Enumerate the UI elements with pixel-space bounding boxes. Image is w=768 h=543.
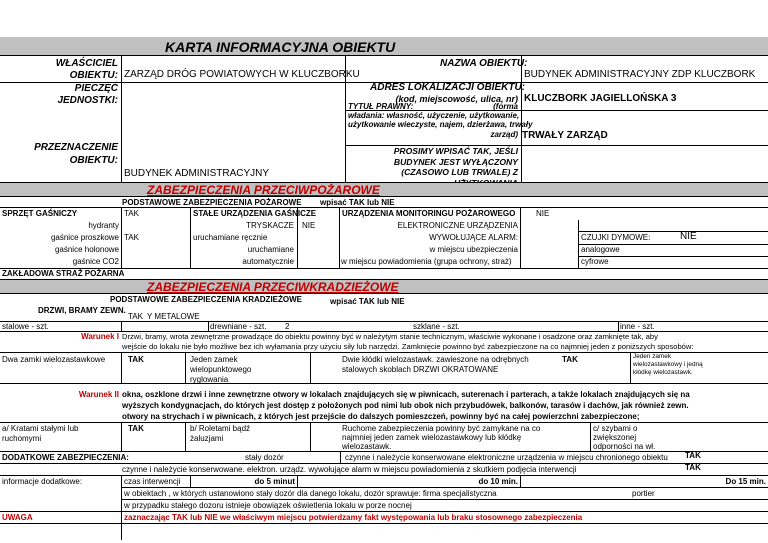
theft-grilles-1: a/ Kratami stałymi lub xyxy=(2,424,79,433)
fire-powder: gaśnice proszkowe xyxy=(50,233,119,242)
owner-label: WŁAŚCICIEL OBIEKTU: xyxy=(55,58,118,81)
fire-sprinkler-value: NIE xyxy=(302,221,316,230)
address-label: ADRES LOKALIZACJI OBIEKTU: xyxy=(370,82,525,93)
theft-cond1-text1: Drzwi, bramy, wrota zewnętrzne prowadzące do obiektu powinny być w należytym stanie technicznym, właściwie wykonane i osadzone oraz zamknięte tak, aby xyxy=(122,332,658,341)
fire-monitoring-label: URZĄDZENIA MONITORINGU POŻAROWEGO xyxy=(342,209,516,218)
fire-electronic: ELEKTRONICZNE URZĄDZENIA xyxy=(397,221,518,230)
theft-cond2-label: Warunek II xyxy=(78,390,119,399)
theft-glass: szklane - szt. xyxy=(413,322,460,331)
theft-cond2-text1: okna, oszklone drzwi i inne zewnętrzne otwory w lokalach znajdujących się w piwnicach, suterenach i parterach, a także lokalach znajdujących się na xyxy=(122,390,690,399)
purpose-value: BUDYNEK ADMINISTRACYJNY xyxy=(124,168,270,179)
theft-lock-pad-3: kłódkę wielozastawk. xyxy=(633,369,693,376)
legal-title-label-2: (forma xyxy=(493,102,518,111)
theft-guard: stały dozór xyxy=(245,453,284,462)
theft-movable-1: Ruchome zabezpieczenia powinny być zamykane na co xyxy=(342,424,541,433)
fire-sprinkler: TRYSKACZE xyxy=(246,221,294,230)
temp-off-label: PROSIMY WPISAĆ TAK, JEŚLI BUDYNEK JEST WYŁĄCZONY (CZASOWO LUB TRWALE) Z xyxy=(393,146,518,177)
theft-multi-lock-1: Jeden zamek xyxy=(190,355,238,364)
fire-fixed-label: STAŁE URZĄDZENIA GAŚNICZE xyxy=(193,209,317,218)
fire-extinguishers-value: TAK xyxy=(124,209,139,218)
theft-multi-lock-3: ryglowania xyxy=(190,375,229,384)
fire-digital: cyfrowe xyxy=(581,257,609,266)
theft-shutters-2: żaluzjami xyxy=(190,434,224,443)
object-name-value: BUDYNEK ADMINISTRACYJNY ZDP KLUCZBORK xyxy=(524,69,756,80)
fire-automatic: automatycznie xyxy=(242,257,294,266)
fire-extinguishers-label: SPRZĘT GAŚNICZY xyxy=(2,209,78,218)
seal-label: PIECZĘĆ JEDNOSTKI: xyxy=(57,83,118,106)
owner-value: ZARZĄD DRÓG POWIATOWYCH W KLUCZBORKU xyxy=(124,69,360,80)
fire-remote: w miejscu powiadomienia (grupa ochrony, straż) xyxy=(341,257,512,266)
theft-cond2-text3: otwory na strychach i w piwnicach, z których jest przejście do dalszych pomieszczeń, powinny być na całej powierzchni zabezpieczone; xyxy=(122,412,640,421)
theft-min10: do 10 min. xyxy=(478,477,518,486)
theft-lock-pad-1: Jeden zamek xyxy=(633,353,672,360)
fire-section-band xyxy=(0,183,768,196)
theft-local-alarm: czynne i należycie konserwowane elektroniczne urządzenia w miejscu chronionego obiektu xyxy=(345,453,668,462)
fire-hydrants: hydranty xyxy=(88,221,119,230)
theft-multi-lock-2: wielopunktowego xyxy=(190,365,252,374)
theft-wood-value: 2 xyxy=(285,322,290,331)
address-sublabel: (kod, miejscowość, ulica, nr) xyxy=(395,94,518,104)
theft-grilles-2: ruchomymi xyxy=(2,434,42,443)
theft-remote-alarm: czynne i należycie konserwowane. elektron. urządz. wywołujące alarm w miejscu powiadomienia z skutkiem podjęcia interwencji xyxy=(122,465,577,474)
theft-local-alarm-value: TAK xyxy=(685,451,701,460)
theft-padlocks-1: Dwie kłódki wielozastawk. zawieszone na odrębnych xyxy=(342,355,529,364)
theft-glass-2: zwiększonej xyxy=(593,433,637,442)
theft-grilles-value: TAK xyxy=(128,424,144,433)
legal-title-label-5: zarząd) xyxy=(490,130,518,139)
address-value: KLUCZBORK JAGIELLOŃSKA 3 xyxy=(524,93,677,104)
object-name-label: NAZWA OBIEKTU: xyxy=(440,58,528,69)
theft-lighting: w przypadku stałego dozoru istnieje obowiązek oświetlenia lokalu w porze nocnej xyxy=(124,501,412,510)
legal-title-label-4: użytkowanie wieczyste, najem, dzierżawa, trwały xyxy=(348,120,533,129)
fire-basic-label: PODSTAWOWE ZABEZPIECZENIA POŻAROWE xyxy=(122,198,302,207)
theft-warning-text: zaznaczając TAK lub NIE we właściwym miejscu potwierdzamy fakt występowania lub braku stosownego zabezpieczenia xyxy=(124,513,583,522)
theft-info-label: informacje dodatkowe: xyxy=(2,477,83,486)
theft-metal: Y METALOWE xyxy=(147,312,200,321)
legal-title-value: TRWAŁY ZARZĄD xyxy=(522,130,608,141)
theft-padlocks-value: TAK xyxy=(562,355,578,364)
fire-analog: analogowe xyxy=(581,245,620,254)
theft-basic-label: PODSTAWOWE ZABEZPIECZENIA KRADZIEŻOWE xyxy=(110,295,302,304)
page-title: KARTA INFORMACYJNA OBIEKTU xyxy=(165,39,396,55)
theft-warning-label: UWAGA xyxy=(2,513,33,522)
fire-section-title: ZABEZPIECZENIA PRZECIWPOŻAROWE xyxy=(147,183,380,197)
theft-guard-info: w obiektach , w których ustanowiono stały dozór dla danego lokalu, dozór sprawuje: firma specjalistyczna xyxy=(124,489,497,498)
theft-min15: Do 15 min. xyxy=(725,477,766,486)
theft-movable-2: najmniej jeden zamek wielozastawkowy lub kłódkę xyxy=(342,433,522,442)
theft-padlocks-2: stalowych skoblach DRZWI OKRATOWANE xyxy=(342,365,499,374)
theft-outer-doors-value: TAK xyxy=(128,312,143,321)
fire-manual: uruchamiane ręcznie xyxy=(193,233,268,242)
theft-section-title: ZABEZPIECZENIA PRZECIWKRADZIEŻOWE xyxy=(147,280,399,294)
theft-outer-doors-label: DRZWI, BRAMY ZEWN. xyxy=(38,306,126,315)
theft-two-locks: Dwa zamki wielozastawkowe xyxy=(2,355,106,364)
fire-brigade: ZAKŁADOWA STRAŻ POŻARNA xyxy=(2,269,125,278)
theft-cond1-label: Warunek I xyxy=(81,332,119,341)
fire-co2: gaśnice CO2 xyxy=(72,257,119,266)
theft-cond1-text2: wejście do lokalu nie było możliwe bez ich wyłamania przy użyciu siły lub narzędzi. Zamknięcie powinno być zabezpieczone na co najmniej jeden z poniższych sposobów: xyxy=(122,342,694,351)
theft-two-locks-value: TAK xyxy=(128,355,144,364)
theft-wood: drewniane - szt. xyxy=(210,322,267,331)
theft-movable-3: wielozastawk. xyxy=(342,442,392,451)
theft-glass-1: c/ szybami o xyxy=(593,424,638,433)
theft-intervention: czas interwencji xyxy=(124,477,181,486)
fire-local: w miejscu ubezpieczenia xyxy=(429,245,518,254)
fire-alarm: WYWOŁUJĄCE ALARM: xyxy=(429,233,518,242)
legal-title-label-3: władania: własność, użyczenie, użytkowanie, xyxy=(348,111,520,120)
fire-hint: wpisać TAK lub NIE xyxy=(320,198,395,207)
fire-monitoring-value: NIE xyxy=(536,209,550,218)
fire-sensors-value: NIE xyxy=(680,231,697,242)
theft-min5: do 5 minut xyxy=(254,477,295,486)
theft-porter: portier xyxy=(632,489,655,498)
fire-sensors-label: CZUJKI DYMOWE: xyxy=(581,233,651,242)
fire-trigger: uruchamiane xyxy=(247,245,294,254)
fire-powder-value: TAK xyxy=(124,233,139,242)
fire-halon: gaśnice holonowe xyxy=(54,245,119,254)
theft-lock-pad-2: wielozastawkowy i jedną xyxy=(633,361,703,368)
theft-glass-3: odporności na wł. xyxy=(593,442,656,451)
legal-title-label: TYTUŁ PRAWNY: xyxy=(348,102,414,111)
theft-cond2-text2: wyższych kondygnacjach, do których jest dostęp z położonych pod nimi lub obok nich przybudówek, balkonów, tarasów i dachów, jak również zewn. xyxy=(122,401,689,410)
theft-additional-label: DODATKOWE ZABEZPIECZENIA: xyxy=(2,453,129,462)
purpose-label: PRZEZNACZENIE OBIEKTU: xyxy=(34,142,118,166)
theft-shutters-1: b/ Roletami bądź xyxy=(190,424,251,433)
theft-steel: stalowe - szt. xyxy=(2,322,49,331)
theft-other: inne - szt. xyxy=(620,322,655,331)
theft-hint: wpisać TAK lub NIE xyxy=(330,297,405,306)
theft-remote-alarm-value: TAK xyxy=(685,463,701,472)
